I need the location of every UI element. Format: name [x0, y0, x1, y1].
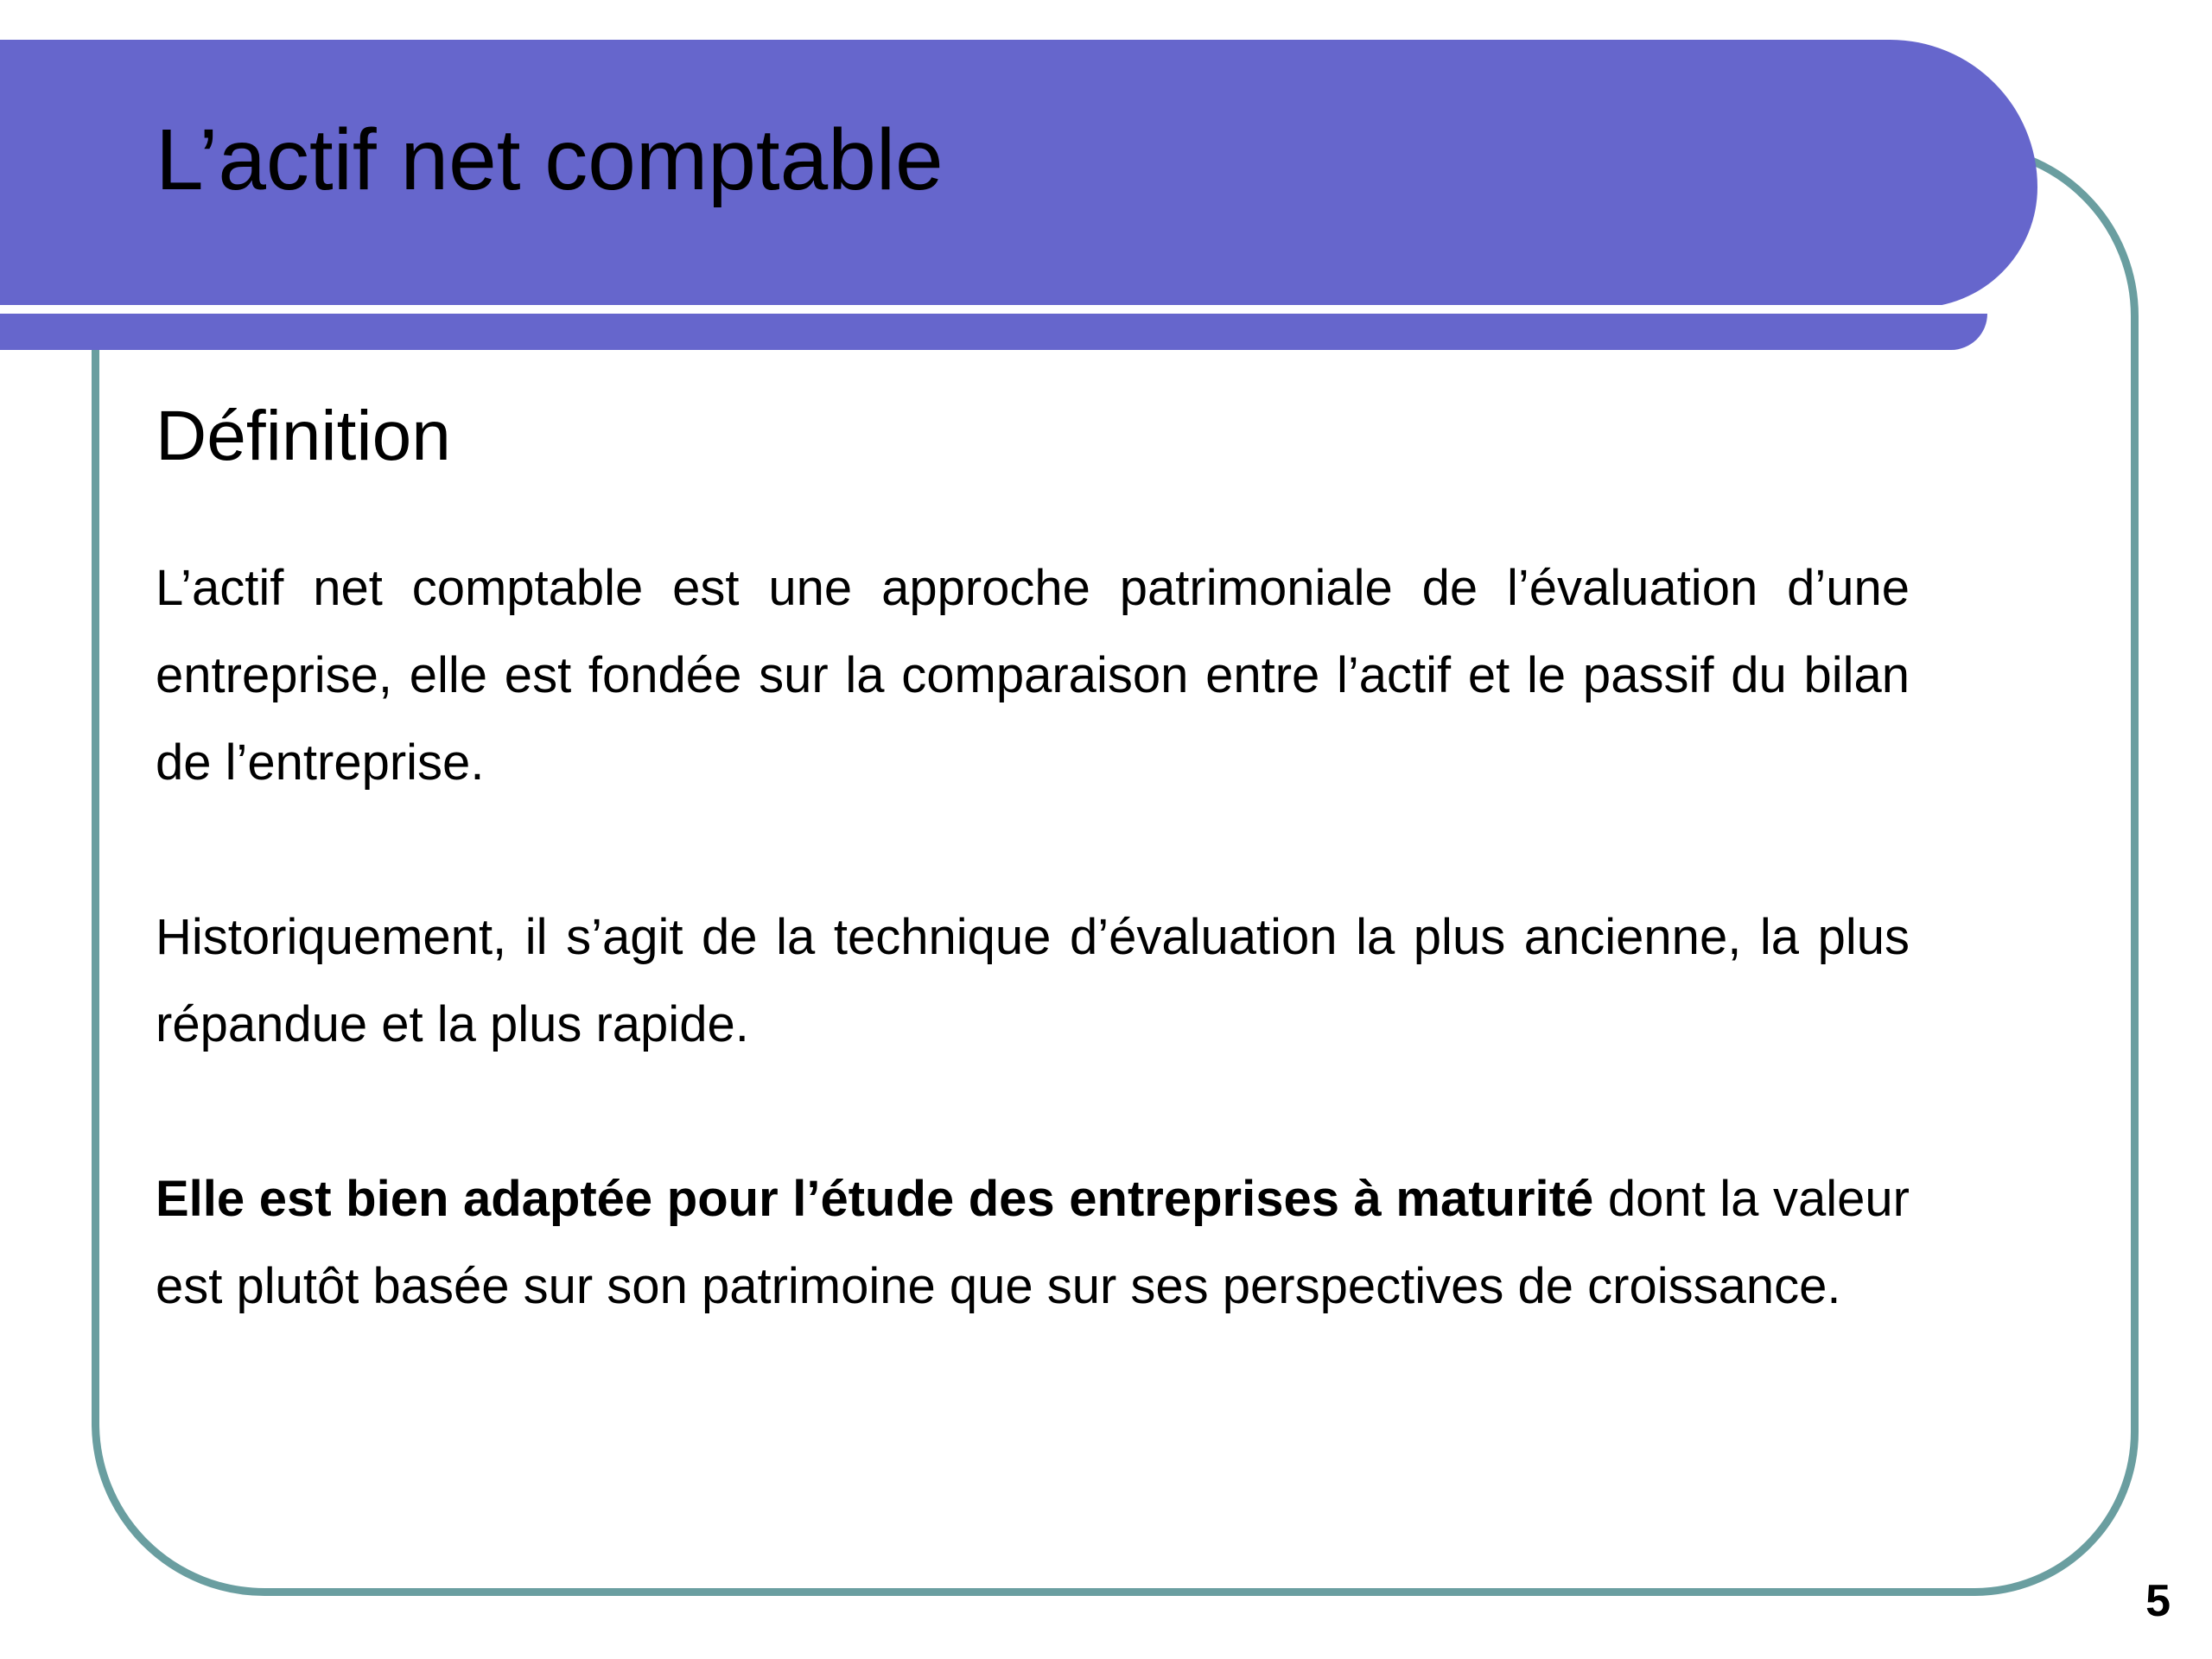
page-number: 5: [2145, 1576, 2171, 1626]
section-heading-definition: Définition: [156, 397, 451, 475]
header-lower-band: [0, 314, 1987, 350]
paragraph-definition-text: L’actif net comptable est une approche patrimoniale de l’évaluation d’une entreprise, elle est fondée sur la comparaison entre l’actif et le passif du bilan de l’entreprise.: [156, 560, 1910, 791]
slide-title: L’actif net comptable: [156, 111, 944, 208]
slide-body: [156, 544, 1910, 1330]
paragraph-maturity: [156, 1155, 1910, 1330]
header-divider-line: [0, 305, 1987, 314]
paragraph-definition: [156, 544, 1910, 806]
paragraph-maturity-text: dont la valeur est plutôt basée sur son patrimoine que sur ses perspectives de croissance.: [156, 1171, 1910, 1314]
paragraph-history-text: Historiquement, il s’agit de la technique d’évaluation la plus ancienne, la plus répandue et la plus rapide.: [156, 909, 1910, 1052]
paragraph-history: [156, 893, 1910, 1068]
paragraph-maturity-bold-text: Elle est bien adaptée pour l’étude des entreprises à maturité: [156, 1171, 1594, 1227]
